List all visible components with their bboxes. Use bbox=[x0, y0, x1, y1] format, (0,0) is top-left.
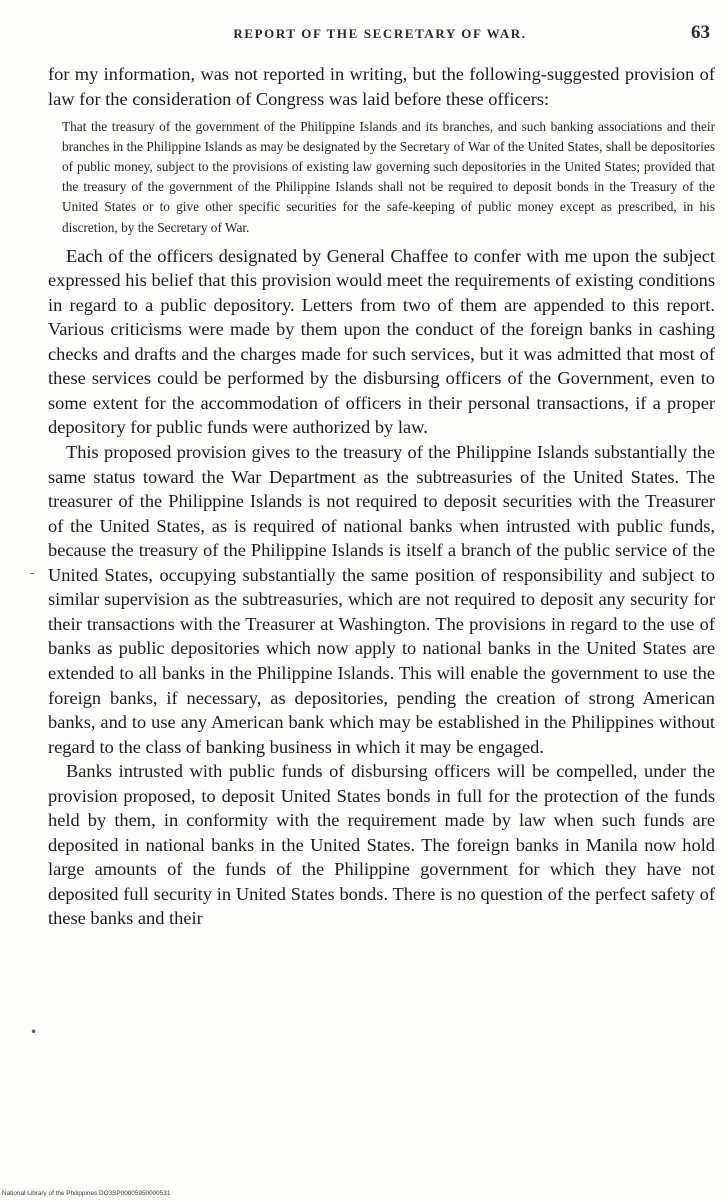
margin-mark-upper: - bbox=[30, 566, 35, 580]
paragraph-opening: for my information, was not reported in writing, but the following-suggested provision of law for the consideration of Congress was laid before these officers: bbox=[48, 64, 715, 109]
paragraph-chaffee-officers: Each of the officers designated by General Chaffee to confer with me upon the subject expressed his belief that this provision would meet the requirements of existing conditions in regard to a public depository. Letters from two of them are appended to this report. Various criticisms were made by them upon the conduct of the foreign banks in cashing checks and drafts and the charges made for such services, but it was admitted that most of these services could be performed by the disbursing officers of the Government, even to some extent for the accommodation of officers in their personal transactions, if a proper depository for public funds were authorized by law. bbox=[48, 245, 715, 438]
quoted-provision: That the treasury of the government of the Philippine Islands and its branches, and such banking associations and their branches in the Philippine Islands as may be designated by the Secretary of War of the United States, shall be depositories of public money, subject to the provisions of existing law governing such depositories in the United States; provided that the treasury of the government of the Philippine Islands shall not be required to deposit bonds in the Treasury of the United States or to give other specific securities for the safe-keeping of public money except as prescribed, in his discretion, by the Secretary of War. bbox=[62, 119, 715, 235]
margin-mark-lower: • bbox=[30, 1025, 38, 1039]
paragraph-treasury-status: This proposed provision gives to the treasury of the Philippine Islands substantially the same status toward the War Department as the subtreasuries of the United States. The treasurer of the Philippine Islands is not required to deposit securities with the Treasurer of the United States, as is required of national banks when intrusted with public funds, because the treasury of the Philippine Islands is itself a branch of the public service of the United States, occupying substantially the same position of responsibility and subject to similar supervision as the subtreasuries, which are not required to deposit any security for their transactions with the Treasurer at Washington. The provisions in regard to the use of banks as public depositories which now apply to national banks in the United States are extended to all banks in the Philippine Islands. This will enable the government to use the foreign banks, if necessary, as depositories, pending the creation of strong American banks, and to use any American bank which may be established in the Philippines without regard to the class of banking business in which it may be engaged. bbox=[48, 442, 715, 757]
page-number: 63 bbox=[691, 22, 710, 43]
footer-credit: National Library of the Philippines DO3SP00005950000531 bbox=[2, 1190, 171, 1197]
body-text bbox=[48, 62, 715, 931]
page-header bbox=[48, 22, 712, 46]
paragraph-bank-deposits: Banks intrusted with public funds of disbursing officers will be compelled, under the provision proposed, to deposit United States bonds in full for the protection of the funds held by them, in conformity with the requirement made by law when such funds are deposited in national banks in the United States. The foreign banks in Manila now hold large amounts of the funds of the Philippine government for which they have not deposited full security in United States bonds. There is no question of the perfect safety of these banks and their bbox=[48, 761, 715, 929]
running-head: REPORT OF THE SECRETARY OF WAR. bbox=[233, 26, 527, 41]
